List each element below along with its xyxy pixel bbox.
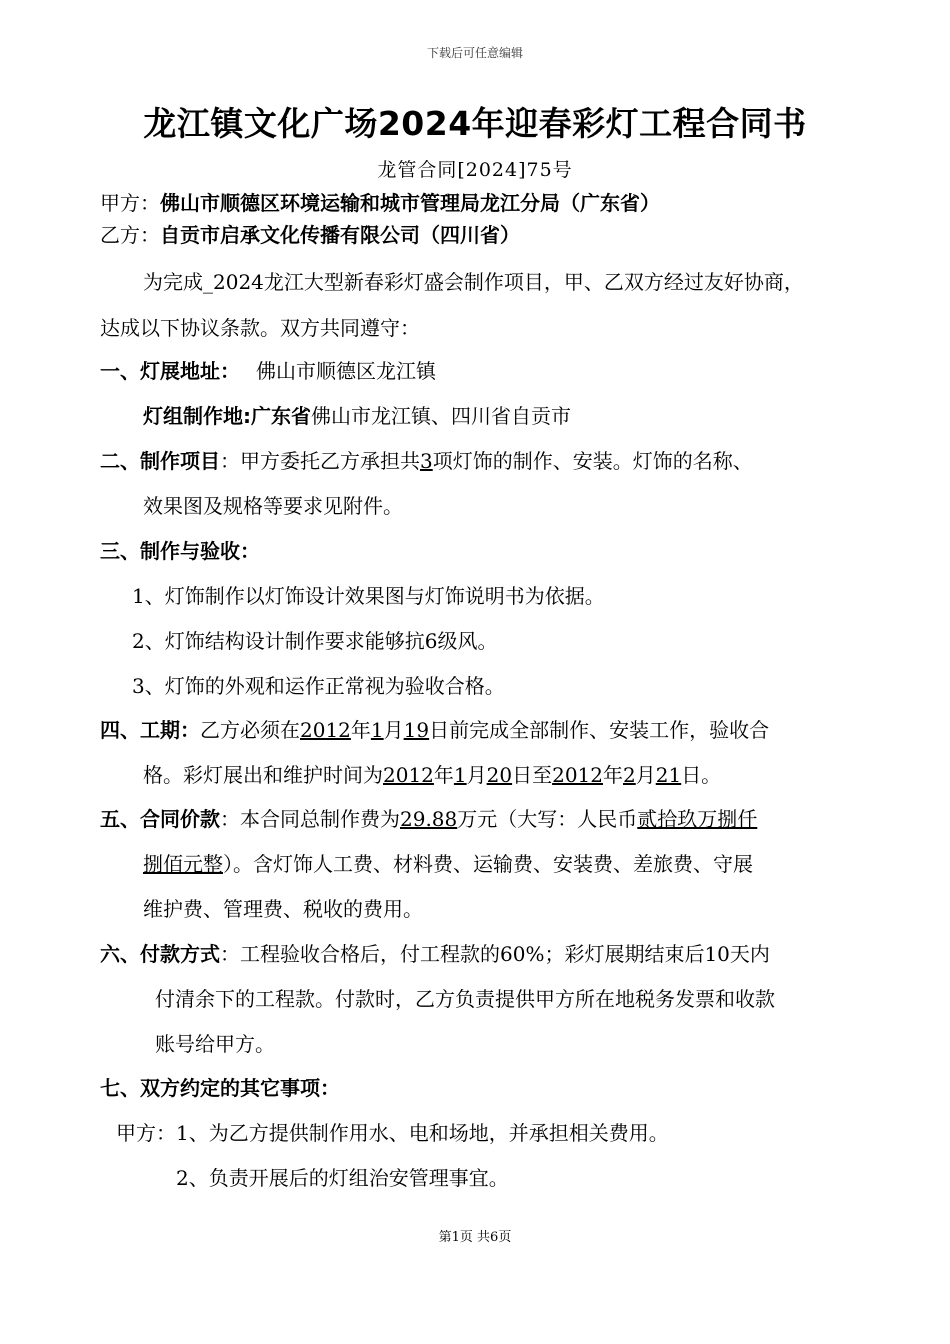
- text-month: 月: [383, 718, 404, 742]
- party-a-name: 佛山市顺德区环境运输和城市管理局龙江分局（广东省）: [160, 191, 660, 215]
- section-6-line-3: 账号给甲方。: [155, 1032, 275, 1056]
- end-month: 2: [623, 763, 636, 787]
- section-5-line-1: [100, 803, 757, 832]
- contract-amount-cn-2: 捌佰元整: [143, 852, 223, 876]
- party-a-label: 甲方：: [100, 191, 160, 215]
- contract-amount: 29.88: [400, 807, 458, 831]
- section-2-line-2: 效果图及规格等要求见附件。: [143, 494, 403, 518]
- deadline-month: 1: [370, 718, 384, 742]
- party-b-label: 乙方：: [100, 223, 160, 247]
- section-4-text-tail: 日前完成全部制作、安装工作，验收合: [429, 718, 770, 742]
- party-b: [100, 219, 520, 248]
- section-5-line-2: [143, 848, 753, 877]
- party-a: [100, 187, 660, 216]
- section-5-colon: ：: [220, 807, 240, 831]
- deadline-year: 2012: [300, 718, 351, 742]
- section-1: [100, 355, 436, 384]
- section-7-line-1: 甲方：1、为乙方提供制作用水、电和场地，并承担相关费用。: [116, 1121, 669, 1145]
- section-4-heading: 四、工期：: [100, 718, 200, 742]
- intro-line-2: 达成以下协议条款。双方共同遵守：: [100, 316, 420, 340]
- section-4-line-2: [143, 759, 721, 788]
- contract-number: 龙管合同[2024]75号: [377, 159, 573, 181]
- section-3-item-1: 1、灯饰制作以灯饰设计效果图与灯饰说明书为依据。: [132, 584, 605, 608]
- section-4-text: 乙方必须在: [200, 718, 300, 742]
- end-year: 2012: [552, 763, 603, 787]
- text-day-end: 日。: [681, 763, 722, 787]
- start-day: 20: [486, 763, 513, 787]
- document-title: 龙江镇文化广场2024年迎春彩灯工程合同书: [143, 104, 807, 143]
- start-month: 1: [453, 763, 467, 787]
- section-6-text: 工程验收合格后，付工程款的60%；彩灯展期结束后10天内: [240, 942, 770, 966]
- text-year: 年: [433, 763, 454, 787]
- section-5-text-3: ）。含灯饰人工费、材料费、运输费、安装费、差旅费、守展: [223, 852, 753, 876]
- section-2-count: 3: [420, 449, 433, 473]
- section-5-text: 本合同总制作费为: [240, 807, 400, 831]
- text-year: 年: [603, 763, 623, 787]
- section-5-heading: 五、合同价款: [100, 807, 220, 831]
- section-1-sub-label: 灯组制作地:广东省: [143, 404, 311, 428]
- section-1-text: 佛山市顺德区龙江镇: [256, 359, 436, 383]
- text-month: 月: [466, 763, 487, 787]
- section-1-sub: [143, 400, 571, 429]
- section-6-heading: 六、付款方式: [100, 942, 220, 966]
- section-6-line-2: 付清余下的工程款。付款时，乙方负责提供甲方所在地税务发票和收款: [155, 987, 775, 1011]
- section-2-colon: ：: [220, 449, 240, 473]
- section-6-colon: ：: [220, 942, 240, 966]
- deadline-day: 19: [403, 718, 430, 742]
- section-7-line-2: 2、负责开展后的灯组治安管理事宜。: [176, 1166, 509, 1190]
- text-month: 月: [635, 763, 656, 787]
- text-to: 日至: [512, 763, 553, 787]
- page-footer: 第1页 共6页: [438, 1230, 512, 1245]
- exhibit-period-text: 格。彩灯展出和维护时间为: [143, 763, 383, 787]
- section-2-text-2: 项灯饰的制作、安装。灯饰的名称、: [432, 449, 753, 473]
- end-day: 21: [655, 763, 682, 787]
- intro-line-1: 为完成_2024龙江大型新春彩灯盛会制作项目，甲、乙双方经过友好协商，: [143, 270, 804, 294]
- section-4-line-1: [100, 714, 769, 743]
- section-2-heading: 二、制作项目: [100, 449, 220, 473]
- section-7-heading: 七、双方约定的其它事项：: [100, 1076, 340, 1100]
- section-3-item-3: 3、灯饰的外观和运作正常视为验收合格。: [132, 674, 505, 698]
- contract-amount-cn-1: 贰拾玖万捌仟: [637, 807, 758, 831]
- section-1-sub-text: 佛山市龙江镇、四川省自贡市: [311, 404, 571, 428]
- section-5-text-2: 万元（大写：人民币: [457, 807, 638, 831]
- party-b-name: 自贡市启承文化传播有限公司（四川省）: [160, 223, 520, 247]
- header-note: 下载后可任意编辑: [426, 46, 523, 60]
- section-2-text-1: 甲方委托乙方承担共: [240, 449, 420, 473]
- section-3-heading: 三、制作与验收：: [100, 539, 260, 563]
- section-1-heading: 一、灯展地址：: [100, 359, 240, 383]
- start-year: 2012: [383, 763, 434, 787]
- section-6-line-1: [100, 938, 770, 967]
- text-year: 年: [350, 718, 371, 742]
- section-5-line-3: 维护费、管理费、税收的费用。: [143, 897, 423, 921]
- section-3-item-2: 2、灯饰结构设计制作要求能够抗6级风。: [132, 629, 498, 653]
- section-2-line-1: [100, 445, 753, 474]
